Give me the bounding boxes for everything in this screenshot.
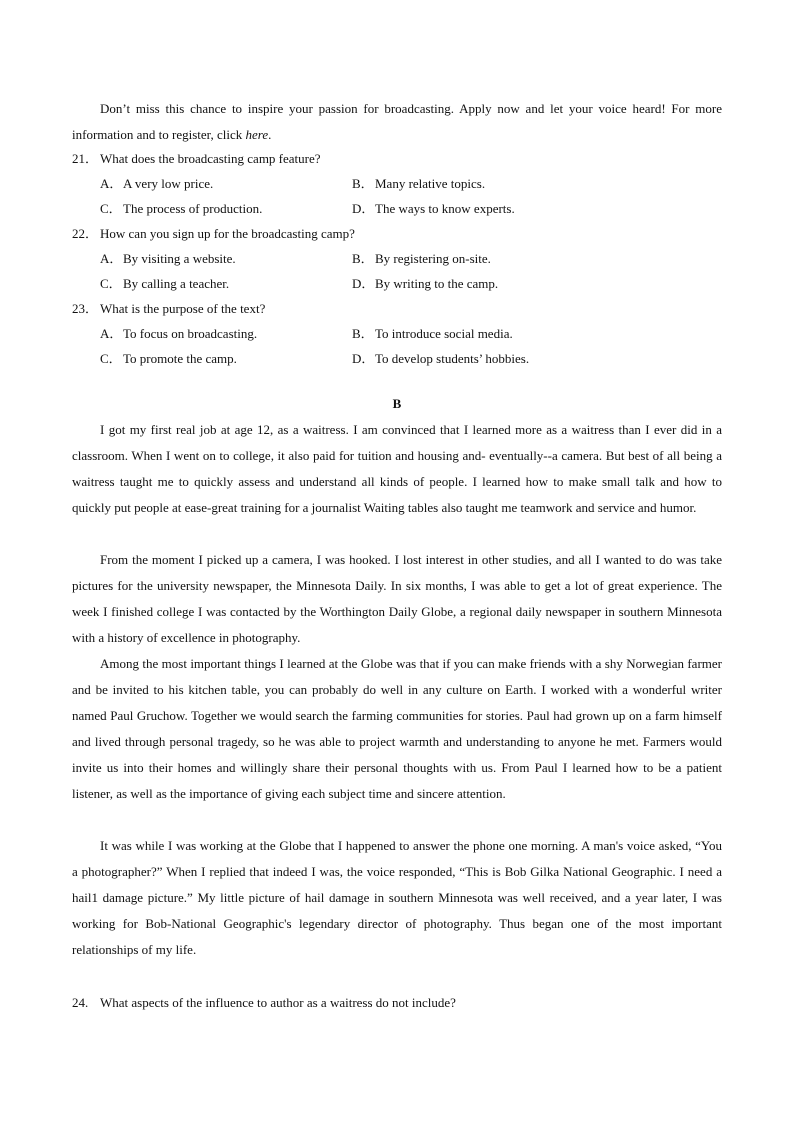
question-number: 23． — [72, 301, 99, 316]
question-stem: What aspects of the influence to author as a waitress do not include? — [100, 995, 456, 1010]
question-stem: What is the purpose of the text? — [100, 301, 266, 316]
passage-paragraph-1: I got my first real job at age 12, as a waitress. I am convinced that I learned more as a waitress than I ever did in a classroom. When I went on to college, it also paid for tuition and housing and- eventually--a camera. But best of all being a waitress taught me to quickly assess and understand all kinds of people. I learned how to make small talk and how to quickly put people at ease-great training for a journalist Waiting tables also taught me teamwork and service and humor. — [72, 422, 722, 515]
question-stem: What does the broadcasting camp feature? — [100, 151, 321, 166]
option-letter: D． — [352, 201, 375, 216]
option-letter: C． — [100, 201, 122, 216]
option-letter: B． — [352, 326, 374, 341]
option-letter: B． — [352, 251, 374, 266]
option-letter: A． — [100, 251, 123, 266]
option-22-c[interactable] — [100, 271, 229, 296]
option-letter: D． — [352, 351, 375, 366]
option-text: By registering on-site. — [375, 251, 491, 266]
option-21-a[interactable] — [100, 171, 213, 196]
option-23-d[interactable] — [352, 346, 529, 371]
passage-paragraph-4: It was while I was working at the Globe that I happened to answer the phone one morning. A man's voice asked, “You a photographer?” When I replied that indeed I was, the voice responded, “This is Bob Gilka National Geographic. I need a hail1 damage picture.” My little picture of hail damage in southern Minnesota was well received, and a year later, I was working for Bob-National Geographic's legendary director of photography. Thus began one of the most important relationships of my life. — [72, 838, 722, 957]
question-23 — [72, 296, 722, 321]
option-23-a[interactable] — [100, 321, 257, 346]
option-letter: C． — [100, 351, 122, 366]
section-heading: B — [392, 396, 402, 411]
option-letter: A． — [100, 326, 123, 341]
question-22 — [72, 221, 722, 246]
option-text: By writing to the camp. — [375, 276, 499, 291]
question-24 — [72, 990, 722, 1015]
option-22-a[interactable] — [100, 246, 236, 271]
option-text: The ways to know experts. — [375, 201, 515, 216]
register-link[interactable]: here — [245, 127, 269, 142]
option-text: Many relative topics. — [375, 176, 486, 191]
option-23-b[interactable] — [352, 321, 513, 346]
option-text: The process of production. — [123, 201, 263, 216]
option-22-d[interactable] — [352, 271, 498, 296]
option-letter: A． — [100, 176, 123, 191]
option-letter: B． — [352, 176, 374, 191]
intro-paragraph — [72, 96, 722, 148]
intro-text: Don’t miss this chance to inspire your passion for broadcasting. Apply now and let your voice heard! For more information and to register, click — [72, 101, 722, 142]
option-text: By visiting a website. — [123, 251, 236, 266]
question-number: 22． — [72, 226, 99, 241]
option-22-b[interactable] — [352, 246, 491, 271]
option-21-c[interactable] — [100, 196, 262, 221]
question-number: 24. — [72, 995, 89, 1010]
intro-text-end: . — [268, 127, 272, 142]
option-21-b[interactable] — [352, 171, 485, 196]
passage-paragraph-3: Among the most important things I learned at the Globe was that if you can make friends with a shy Norwegian farmer and be invited to his kitchen table, you can probably do well in any culture on Earth. I worked with a wonderful writer named Paul Gruchow. Together we would search the farming communities for stories. Paul had grown up on a farm himself and lived through personal tragedy, so he was able to project warmth and understanding to anyone he met. Farmers would invite us into their homes and willingly share their personal thoughts with us. From Paul I learned how to be a patient listener, as well as the importance of giving each subject time and sincere attention. — [72, 656, 722, 801]
passage-paragraph-2: From the moment I picked up a camera, I was hooked. I lost interest in other studies, and all I wanted to do was take pictures for the university newspaper, the Minnesota Daily. In six months, I was able to get a lot of great experience. The week I finished college I was contacted by the Worthington Daily Globe, a regional daily newspaper in southern Minnesota with a history of excellence in photography. — [72, 552, 722, 645]
option-letter: C． — [100, 276, 122, 291]
option-text: To introduce social media. — [375, 326, 513, 341]
option-text: To develop students’ hobbies. — [375, 351, 530, 366]
question-number: 21． — [72, 151, 99, 166]
option-letter: D． — [352, 276, 375, 291]
option-text: A very low price. — [123, 176, 214, 191]
option-text: To promote the camp. — [123, 351, 237, 366]
option-text: To focus on broadcasting. — [123, 326, 258, 341]
option-text: By calling a teacher. — [123, 276, 230, 291]
option-23-c[interactable] — [100, 346, 237, 371]
question-21 — [72, 146, 722, 171]
question-stem: How can you sign up for the broadcasting camp? — [100, 226, 355, 241]
option-21-d[interactable] — [352, 196, 515, 221]
